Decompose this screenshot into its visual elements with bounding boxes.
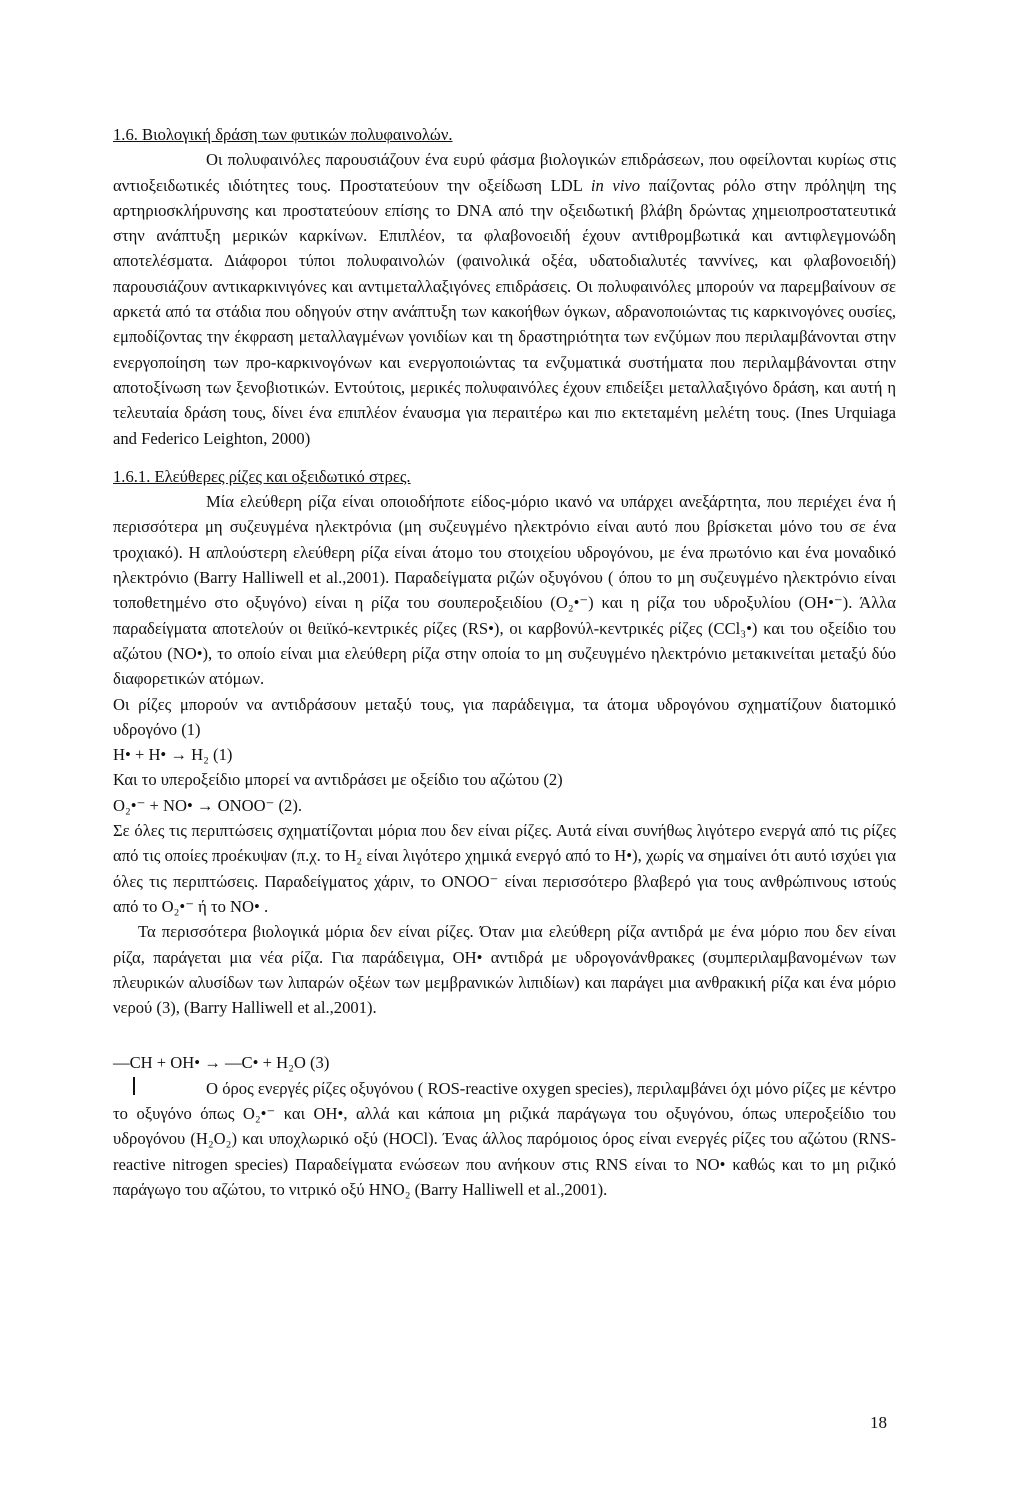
section-heading-1-6-1: 1.6.1. Ελεύθερες ρίζες και οξειδωτικό στρες. [113,466,411,486]
paragraph-polyphenols [113,147,896,451]
in-vivo-term: in vivo [590,175,641,195]
paragraph-ros-rns: Ο όρος ενεργές ρίζες οξυγόνου ( ROS-reactive oxygen species), περιλαμβάνει όχι μόνο ρίζες με κέντρο το οξυγόνο όπως O₂•⁻ και OH•, αλλά και κάποια μη ριζικά παράγωγα του οξυγόνου, όπως υπεροξείδιο του υδρογόνου (H₂O₂) και υποχλωρικό οξύ (HOCl). Ένας άλλος παρόμοιος όρος είναι ενεργές ρίζες του αζώτου (RNS-reactive nitrogen species) Παραδείγματα ενώσεων που ανήκουν στις RNS είναι το NO• καθώς και το μη ριζικό παράγωγο του αζώτου, το νιτρικό οξύ HNO₂ (Barry Halliwell et al.,2001). [113,1078,896,1199]
equation-2: O₂•⁻ + NO• → ONOO⁻ (2). [113,795,302,815]
paragraph-radical-reactions: Οι ρίζες μπορούν να αντιδράσουν μεταξύ τους, για παράδειγμα, τα άτομα υδρογόνου σχηματίζουν διατομικό υδρογόνο (1) [113,694,896,739]
equation-3-block [113,1050,896,1075]
paragraph-free-radical-definition: Μία ελεύθερη ρίζα είναι οποιοδήποτε είδος-μόριο ικανό να υπάρχει ανεξάρτητα, που περιέχει ένα ή περισσότερα μη συζευγμένα ηλεκτρόνια (μη συζευγμένο ηλεκτρόνιο είναι αυτό που βρίσκεται μόνο του σε ένα τροχιακό). Η απλούστερη ελεύθερη ρίζα είναι άτομο του στοιχείου υδρογόνου, με ένα πρωτόνιο και ένα μοναδικό ηλεκτρόνιο (Barry Halliwell et al.,2001). Παραδείγματα ριζών οξυγόνου ( όπου το μη συζευγμένο ηλεκτρόνιο είναι τοποθετημένο στο οξυγόνο) είναι η ρίζα του σουπεροξειδίου (O₂•⁻) και η ρίζα του υδροξυλίου (OH•⁻). Άλλα παραδείγματα αποτελούν οι θειϊκό-κεντρικές ρίζες (RS•), οι καρβονύλ-κεντρικές ρίζες (CCl₃•) και του οξείδιο του αζώτου (NO•), το οποίο είναι μια ελεύθερη ρίζα στην οποία το μη συζευγμένο ηλεκτρόνιο μετακινείται μεταξύ δύο διαφορετικών ατόμων. [113,492,896,689]
paragraph-text: Οι πολυφαινόλες παρουσιάζουν ένα ευρύ φάσμα βιολογικών επιδράσεων, που οφείλονται κυρίως στις αντιοξειδωτικές ιδιότητες τους. Προστατεύουν την οξείδωση LDL [113,150,896,195]
paragraph-non-radicals: Σε όλες τις περιπτώσεις σχηματίζονται μόρια που δεν είναι ρίζες. Αυτά είναι συνήθως λιγότερο ενεργά από τις ρίζες από τις οποίες προέκυψαν (π.χ. το H₂ είναι λιγότερο χημικά ενεργό από το H•), χωρίς να σημαίνει ότι αυτό ισχύει για όλες τις περιπτώσεις. Παραδείγματος χάριν, το ONOO⁻ είναι περισσότερο βλαβερό για τους ανθρώπινους ιστούς από το O₂•⁻ ή το NO• . [113,821,896,916]
equation-1: H• + H• → H₂ (1) [113,745,233,765]
document-page [113,122,896,1202]
paragraph-text: παίζοντας ρόλο στην πρόληψη της αρτηριοσκλήρυνσης και προστατεύουν επίσης το DNA από την οξειδωτική βλάβη δρώντας χημειοπροστατευτικά στην ανάπτυξη μερικών καρκίνων. Επιπλέον, τα φλαβονοειδή έχουν αντιθρομβωτικά και αντιφλεγμονώδη αποτελέσματα. Διάφοροι τύποι πολυφαινολών (φαινολικά οξέα, υδατοδιαλυτές ταννίνες, και φλαβονοειδή) παρουσιάζουν αντικαρκινιγόνες και αντιμεταλλαξιγόνες επιδράσεις. Οι πολυφαινόλες μπορούν να παρεμβαίνουν σε αρκετά από τα στάδια που οδηγούν στην ανάπτυξη των κακοήθων όγκων, αδρανοποιώντας τις καρκινογόνες ουσίες, εμποδίζοντας την έκφραση μεταλλαγμένων γονιδίων και τη δραστηριότητα των ενζύμων που περιλαμβάνονται στην ενεργοποίηση των προ-καρκινογόνων και ενεργοποιώντας τα ενζυματικά συστήματα που περιλαμβάνονται στην αποτοξίνωση των ξενοβιοτικών. Εντούτοις, μερικές πολυφαινόλες έχουν επιδείξει μεταλλαξιγόνο δράση, και αυτή η τελευταία δράση τους, δίνει ένα επιπλέον έναυσμα για περαιτέρω και πιο εκτεταμένη μελέτη τους. (Ines Urquiaga and Federico Leighton, 2000) [113,175,896,448]
section-heading-1-6: 1.6. Βιολογική δράση των φυτικών πολυφαινολών. [113,125,453,144]
paragraph-biological-molecules: Τα περισσότερα βιολογικά μόρια δεν είναι ρίζες. Όταν μια ελεύθερη ρίζα αντιδρά με ένα μόριο που δεν είναι ρίζα, παράγεται μια νέα ρίζα. Για παράδειγμα, OH• αντιδρά με υδρογονάνθρακες (συμπεριλαμβανομένων των πλευρικών αλυσίδων των λιπαρών οξέων των μεμβρανικών λιπιδίων) και παράγει μια ανθρακική ρίζα και ένα μόριο νερού (3), (Barry Halliwell et al.,2001). [113,922,896,1018]
page-number: 18 [870,1413,887,1432]
paragraph-superoxide: Και το υπεροξείδιο μπορεί να αντιδράσει με οξείδιο του αζώτου (2) [113,770,563,790]
equation-3: —CH + OH• → —C• + H₂O (3) [113,1053,330,1073]
bond-line [133,1077,135,1095]
